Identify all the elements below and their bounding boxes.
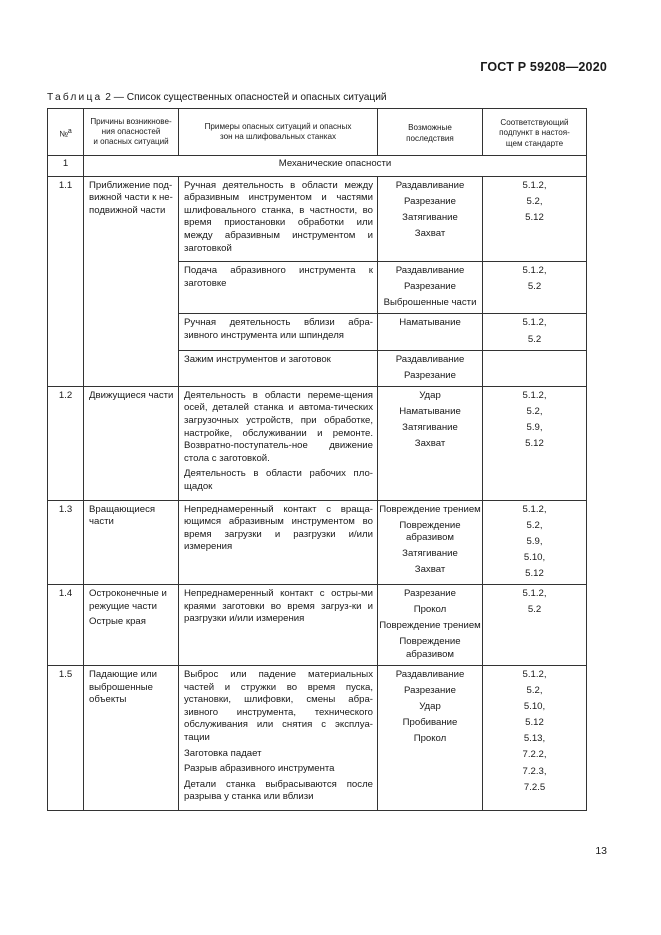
cause-text: Падающие или выброшенные объекты (89, 669, 157, 706)
hazard-cause (84, 585, 179, 666)
consequence: Захват (414, 564, 446, 576)
subclause-ref: 5.12 (525, 211, 544, 223)
hazard-cause (84, 386, 179, 500)
hazard-examples (179, 314, 378, 350)
col-header-subclause: Соответствующий подпункт в настоя- щем стандарте (483, 109, 587, 156)
consequence-list (378, 669, 482, 746)
example-text: Непреднамеренный контакт с остры-ми краями заготовки во время загруз-ки и разгрузки и/или измерения (184, 588, 373, 625)
hazard-examples (179, 666, 378, 811)
example-text: Деятельность в области рабочих пло-щадок (184, 468, 373, 492)
subclause-ref-list (483, 390, 586, 451)
consequence-list (378, 504, 482, 577)
hazards-table (47, 108, 587, 811)
cause-text: Приближение под-вижной части к не-подвижной части (89, 179, 173, 216)
consequence: Удар (419, 701, 441, 713)
hazard-examples (179, 350, 378, 386)
consequence: Повреждение трением (379, 620, 481, 632)
section-num: 1 (48, 156, 84, 177)
consequence: Прокол (413, 733, 447, 745)
consequence-list (378, 354, 482, 383)
hazard-cause (84, 176, 179, 386)
consequence: Затягивание (402, 211, 458, 223)
hazard-subclauses (483, 350, 587, 386)
cause-text: Остроконечные и режущие части (89, 588, 167, 612)
hazard-consequences (378, 500, 483, 584)
consequence: Повреждение абразивом (399, 519, 461, 544)
hazard-consequences (378, 350, 483, 386)
col-header-consequences: Возможные последствия (378, 109, 483, 156)
table-row (48, 386, 587, 500)
consequence: Пробивание (402, 717, 458, 729)
example-text: Подача абразивного инструмента к заготовке (184, 265, 373, 289)
subclause-ref: 5.1.2, (522, 265, 547, 277)
consequence: Разрезание (404, 588, 456, 600)
table-caption (47, 92, 387, 103)
subclause-ref: 7.2.2, (522, 749, 547, 761)
row-number: 1.2 (48, 386, 84, 500)
consequence: Повреждение абразивом (399, 636, 461, 660)
hazard-cause (84, 500, 179, 584)
consequence: Разрезание (404, 685, 456, 697)
example-text: Ручная деятельность в области между абразивным инструментом и частями шлифовального станка, в частности, во время приостановки обработки или между абразивным инструментом и заготовкой (184, 179, 373, 254)
consequence: Наматывание (399, 317, 461, 329)
hazard-examples (179, 176, 378, 262)
subclause-ref: 5.12 (525, 567, 544, 579)
hazard-examples (179, 500, 378, 584)
subclause-ref: 5.1.2, (522, 179, 547, 191)
subclause-ref: 5.1.2, (522, 669, 547, 680)
subclause-ref: 5.1.2, (522, 317, 547, 329)
example-text: Детали станка выбрасываются после разрыва у станка или вблизи (184, 778, 373, 803)
hazard-consequences (378, 314, 483, 350)
caption-number: 2 (105, 92, 111, 103)
row-number: 1.3 (48, 500, 84, 584)
subclause-ref: 5.2, (526, 685, 543, 697)
subclause-ref: 5.13, (523, 733, 546, 745)
subclause-ref: 5.9, (526, 535, 543, 547)
subclause-ref-list (483, 180, 586, 225)
hazard-consequences (378, 666, 483, 811)
subclause-ref-list (483, 265, 586, 294)
subclause-ref: 5.1.2, (522, 588, 547, 600)
hazard-subclauses (483, 585, 587, 666)
caption-label: Таблица (47, 92, 103, 103)
subclause-ref: 5.10, (523, 701, 546, 713)
consequence-list (378, 180, 482, 241)
subclause-ref: 5.2 (527, 281, 542, 293)
consequence-list (378, 317, 482, 330)
col-header-examples: Примеры опасных ситуаций и опасных зон на шлифовальных станках (179, 109, 378, 156)
subclause-ref: 5.1.2, (522, 503, 547, 515)
hazard-consequences (378, 585, 483, 666)
consequence: Затягивание (402, 548, 458, 560)
row-number: 1.5 (48, 666, 84, 811)
hazard-consequences (378, 386, 483, 500)
section-title: Механические опасности (84, 156, 587, 177)
caption-text: — Список существенных опасностей и опасных ситуаций (113, 92, 387, 103)
hazard-subclauses (483, 262, 587, 314)
hazard-examples (179, 262, 378, 314)
row-number: 1.4 (48, 585, 84, 666)
hazard-subclauses (483, 176, 587, 262)
subclause-ref-list (483, 588, 586, 617)
subclause-ref: 5.2, (526, 405, 543, 417)
consequence: Прокол (413, 604, 447, 616)
table-header-row (48, 109, 587, 156)
consequence-list (378, 265, 482, 310)
table-row (48, 666, 587, 811)
hazard-subclauses (483, 386, 587, 500)
hazard-examples (179, 585, 378, 666)
consequence: Затягивание (402, 422, 458, 433)
col-header-cause: Причины возникнове- ния опасностей и опасных ситуаций (84, 109, 179, 156)
cause-text: Острые края (89, 616, 146, 628)
col-header-num: №$^а$ (48, 109, 84, 156)
example-text: Заготовка падает (184, 747, 262, 759)
consequence: Разрезание (404, 281, 456, 293)
example-text: Разрыв абразивного инструмента (184, 763, 335, 775)
hazard-subclauses (483, 500, 587, 584)
subclause-ref-list (483, 504, 586, 581)
hazard-consequences (378, 176, 483, 262)
subclause-ref: 5.12 (525, 717, 544, 729)
cause-text: Движущиеся части (89, 389, 174, 401)
example-text: Зажим инструментов и заготовок (184, 353, 331, 365)
standard-header: ГОСТ Р 59208—2020 (480, 60, 607, 74)
consequence: Наматывание (399, 405, 461, 417)
cause-text: Вращающиеся части (89, 503, 156, 528)
consequence: Выброшенные части (383, 297, 477, 309)
subclause-ref-list (483, 317, 586, 346)
example-text: Деятельность в области переме-щения осей, деталей станка и автома-тических загрузочных устройств, при обработке, настройке, обслуживании и ремонте. Возвратно-поступатель-ное движение стола с заготовкой. (184, 389, 373, 464)
page-number: 13 (595, 845, 607, 857)
subclause-ref: 5.12 (525, 438, 544, 450)
table-row (48, 585, 587, 666)
consequence-list (378, 588, 482, 661)
subclause-ref: 5.2, (526, 519, 543, 531)
hazard-subclauses (483, 666, 587, 811)
subclause-ref: 7.2.5 (523, 781, 546, 793)
row-number: 1.1 (48, 176, 84, 386)
subclause-ref: 5.2 (527, 604, 542, 616)
subclause-ref: 5.2, (526, 195, 543, 207)
consequence: Удар (419, 389, 441, 401)
section-row (48, 156, 587, 177)
example-text: Выброс или падение материальных частей и стружки во время пуска, установки, шлифовки, смены абра-зивного инструмента, технического обслуживания или снятия с эксплуа-тации (184, 669, 373, 743)
subclause-ref: 5.9, (526, 422, 543, 433)
hazard-subclauses (483, 314, 587, 350)
consequence: Захват (414, 438, 446, 450)
example-text: Непреднамеренный контакт с враща-ющимся абразивным инструментом во время загрузки и разгрузки и/или измерения (184, 503, 373, 553)
consequence: Разрезание (404, 195, 456, 207)
hazard-consequences (378, 262, 483, 314)
example-text: Ручная деятельность вблизи абра-зивного инструмента или шпинделя (184, 317, 373, 342)
subclause-ref: 5.1.2, (522, 389, 547, 401)
subclause-ref: 5.2 (527, 333, 542, 345)
consequence: Раздавливание (395, 669, 465, 680)
consequence: Раздавливание (395, 179, 465, 191)
consequence-list (378, 390, 482, 451)
consequence: Захват (414, 227, 446, 239)
subclause-ref: 7.2.3, (522, 765, 547, 777)
hazard-cause (84, 666, 179, 811)
subclause-ref-list (483, 669, 586, 794)
consequence: Раздавливание (395, 353, 465, 365)
hazard-examples (179, 386, 378, 500)
subclause-ref: 5.10, (523, 551, 546, 563)
consequence: Разрезание (404, 369, 456, 381)
consequence: Повреждение трением (379, 503, 481, 515)
consequence: Раздавливание (395, 265, 465, 277)
table-row (48, 500, 587, 584)
table-row (48, 176, 587, 262)
